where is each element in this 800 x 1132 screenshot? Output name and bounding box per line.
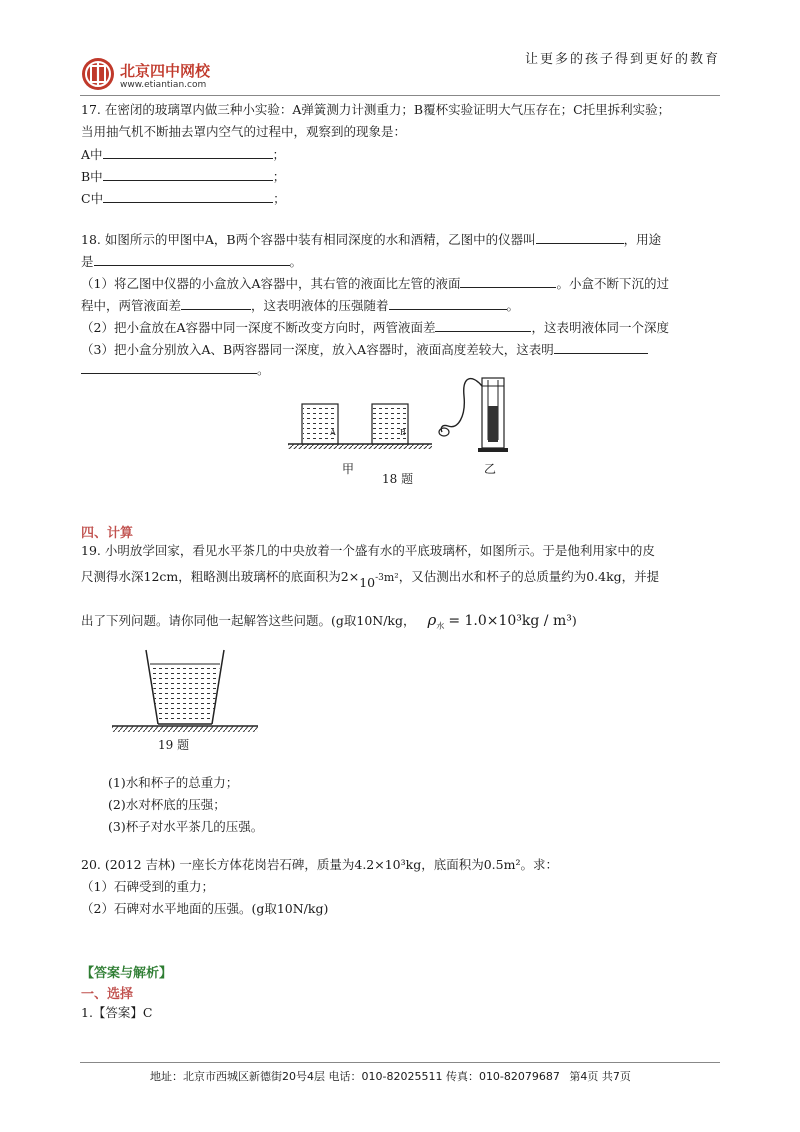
q18-line2	[81, 253, 302, 270]
q17-line1: 17. 在密闭的玻璃罩内做三种小实验：A弹簧测力计测重力；B覆杯实验证明大气压存在；C托里拆利实验；	[81, 102, 671, 117]
header-rule	[80, 95, 720, 96]
q19-rho: ρ	[427, 611, 437, 629]
q18-line3a: （1）将乙图中仪器的小盒放入A容器中，其右管的液面比左管的液面	[81, 276, 461, 291]
q18-line2a: 是	[81, 254, 94, 269]
q18-label-a: A	[330, 428, 336, 437]
q18-line2b: 。	[289, 254, 303, 269]
q20-sub2: （2）石碑对水平地面的压强。(g取10N/kg)	[81, 901, 329, 916]
answers-a1: 1.【答案】C	[81, 1005, 153, 1020]
q17-b-label: B中	[81, 169, 103, 184]
answers-head: 【答案与解析】	[81, 966, 173, 981]
q19-figure	[110, 646, 260, 756]
q18-line3	[81, 275, 669, 292]
q19-rho-sub: 水	[436, 621, 445, 631]
q17-c-end: ；	[273, 191, 286, 206]
logo-url: www.etiantian.com	[120, 80, 207, 90]
q18-line7-end: 。	[257, 362, 270, 377]
header-slogan: 让更多的孩子得到更好的教育	[524, 52, 720, 67]
q18-conclusion-blank[interactable]	[554, 341, 648, 354]
q18-line5b: ，这表明液体同一个深度	[531, 320, 669, 335]
q18-line6: （3）把小盒分别放入A、B两容器同一深度，放入A容器时，液面高度差较大，这表明	[81, 342, 554, 357]
q19-line3a: 出了下列问题。请你同他一起解答这些问题。(g取10N/kg，	[81, 613, 416, 628]
q18-line6	[81, 341, 648, 358]
q18-line1	[81, 231, 661, 248]
q18-level-blank[interactable]	[460, 275, 556, 288]
q18-conclusion-blank-2[interactable]	[81, 361, 257, 374]
q18-line7	[81, 361, 270, 378]
q18-line1b: ，用途	[623, 232, 662, 247]
q18-line4a: 程中，两管液面差	[81, 298, 182, 313]
q17-b-end: ；	[272, 169, 286, 184]
logo-emblem-icon	[80, 56, 116, 92]
q20-sub1: （1）石碑受到的重力；	[81, 879, 214, 894]
q18-use-blank[interactable]	[94, 253, 290, 266]
q17-b-blank[interactable]	[103, 168, 273, 181]
q18-diff-blank[interactable]	[181, 297, 251, 310]
q17-a-end: ；	[272, 147, 286, 162]
q18-line3b: 。小盒不断下沉的过	[556, 276, 669, 291]
footer-text: 地址：北京市西城区新德街20号4层 电话：010-82025511 传真：010-82079687	[150, 1070, 560, 1083]
logo	[80, 56, 260, 96]
q18-line5	[81, 319, 669, 336]
answers-section1: 一、选择	[81, 987, 134, 1002]
q18-caption: 18 题	[382, 472, 414, 486]
q18-line4	[81, 297, 519, 314]
q19-exp: -3	[375, 573, 384, 583]
q20-line1: 20. (2012 吉林) 一座长方体花岗岩石碑，质量为4.2×10³kg，底面积为0.5m²。求：	[81, 857, 558, 872]
q18-dir-blank[interactable]	[435, 319, 531, 332]
q17-line2: 当用抽气机不断抽去罩内空气的过程中，观察到的现象是：	[81, 124, 407, 139]
q18-label-yi: 乙	[484, 462, 497, 476]
q17-b	[81, 168, 285, 185]
q18-figure	[282, 366, 522, 490]
q17-c-blank[interactable]	[103, 190, 273, 203]
q19-cup-drawing	[110, 646, 260, 736]
footer-page: 第4页 共7页	[569, 1070, 631, 1083]
q18-line5a: （2）把小盒放在A容器中同一深度不断改变方向时，两管液面差	[81, 320, 436, 335]
section4-title: 四、计算	[81, 526, 134, 541]
q19-unit: m²	[383, 571, 399, 585]
q18-label-b: B	[400, 428, 406, 437]
q19-line2	[81, 566, 660, 591]
logo-text: 北京四中网校	[120, 62, 211, 80]
q19-caption: 19 题	[158, 738, 190, 752]
q18-line4c: 。	[506, 298, 520, 313]
q18-line1a: 18. 如图所示的甲图中A，B两个容器中装有相同深度的水和酒精，乙图中的仪器叫	[81, 232, 536, 247]
q17-c	[81, 190, 286, 207]
q17-a-blank[interactable]	[103, 146, 273, 159]
q18-label-jia: 甲	[342, 462, 355, 476]
q18-pressure-blank[interactable]	[389, 297, 507, 310]
q18-instrument-blank[interactable]	[536, 231, 624, 244]
footer-rule	[80, 1062, 720, 1063]
q17-a	[81, 146, 285, 163]
q19-line1: 19. 小明放学回家，看见水平茶几的中央放着一个盛有水的平底玻璃杯，如图所示。于是他利用家中的皮	[81, 543, 655, 558]
q19-line2a: 尺测得水深12cm，粗略测出玻璃杯的底面积为2×	[81, 569, 360, 585]
q19-sub1: (1)水和杯子的总重力；	[108, 775, 239, 790]
q18-line4b: ，这表明液体的压强随着	[251, 298, 389, 313]
q19-sub3: (3)杯子对水平茶几的压强。	[108, 819, 264, 834]
q17-c-label: C中	[81, 191, 104, 206]
q19-exp-base: 10	[359, 575, 376, 591]
q19-line3b: )	[571, 613, 577, 628]
header	[0, 0, 800, 100]
q19-sub2: (2)水对杯底的压强；	[108, 797, 226, 812]
q19-line2b: ，又估测出水和杯子的总质量约为0.4kg，并提	[398, 569, 660, 585]
footer	[150, 1068, 631, 1084]
q19-line3	[81, 612, 577, 635]
q19-rho-val: = 1.0×10³kg / m³	[448, 613, 572, 629]
q17-a-label: A中	[81, 147, 103, 162]
